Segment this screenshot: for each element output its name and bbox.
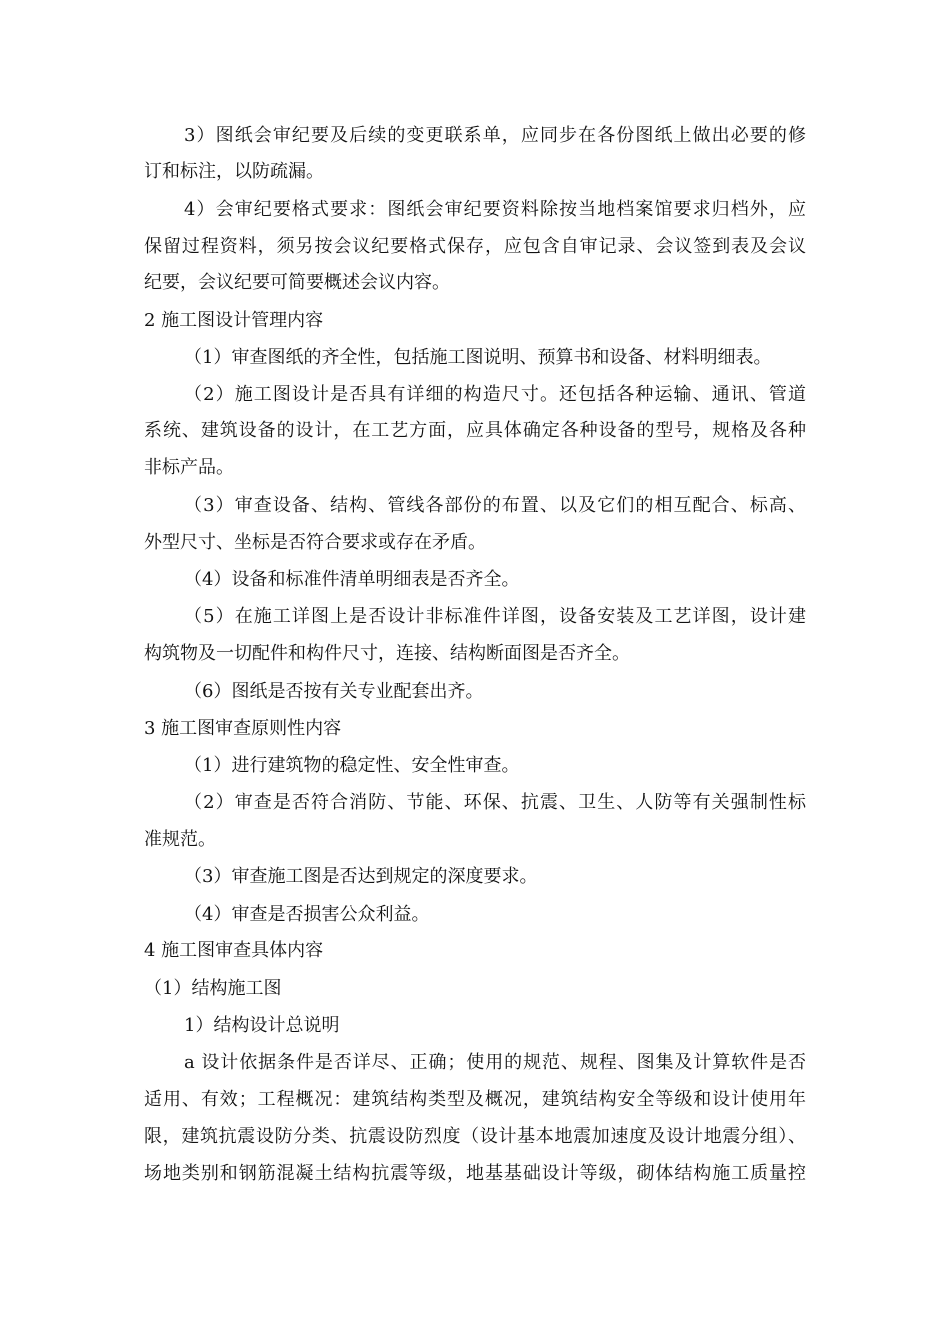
text-line [0, 862, 950, 892]
text-line [0, 343, 950, 373]
line-text: 2 施工图设计管理内容 [144, 310, 324, 331]
text-line [0, 602, 950, 632]
line-text: （1）结构施工图 [144, 978, 282, 999]
text-line [0, 1159, 950, 1189]
line-text: （5）在施工详图上是否设计非标准件详图，设备安装及工艺详图，设计建 [184, 606, 806, 627]
line-text: （3）审查施工图是否达到规定的深度要求。 [184, 866, 538, 887]
line-text: （6）图纸是否按有关专业配套出齐。 [184, 681, 484, 702]
text-line [0, 157, 950, 187]
text-line [0, 639, 950, 669]
line-text: （2）审查是否符合消防、节能、环保、抗震、卫生、人防等有关强制性标 [184, 792, 806, 813]
line-text: （3）审查设备、结构、管线各部份的布置、以及它们的相互配合、标高、 [184, 495, 806, 516]
text-line [0, 751, 950, 781]
text-line [0, 677, 950, 707]
text-line [0, 121, 950, 151]
text-line [0, 825, 950, 855]
line-text: 4 施工图审查具体内容 [144, 940, 324, 961]
text-line [0, 1085, 950, 1115]
text-line [0, 900, 950, 930]
text-line [0, 1122, 950, 1152]
line-text: 构筑物及一切配件和构件尺寸，连接、结构断面图是否齐全。 [144, 643, 630, 664]
text-line [0, 528, 950, 558]
text-line [0, 416, 950, 446]
line-text: （4）审查是否损害公众利益。 [184, 904, 430, 925]
line-text: 准规范。 [144, 829, 216, 850]
sub-heading [0, 1011, 950, 1041]
line-text: 纪要，会议纪要可简要概述会议内容。 [144, 272, 450, 293]
line-text: 场地类别和钢筋混凝土结构抗震等级，地基基础设计等级，砌体结构施工质量控 [144, 1163, 806, 1184]
line-text: 适用、有效；工程概况：建筑结构类型及概况，建筑结构安全等级和设计使用年 [144, 1089, 806, 1110]
line-text: （1）进行建筑物的稳定性、安全性审查。 [184, 755, 520, 776]
section-heading [0, 714, 950, 744]
line-text: 订和标注，以防疏漏。 [144, 161, 324, 182]
text-line [0, 195, 950, 225]
line-text: 保留过程资料，须另按会议纪要格式保存，应包含自审记录、会议签到表及会议 [144, 236, 806, 257]
line-text: 4）会审纪要格式要求：图纸会审纪要资料除按当地档案馆要求归档外，应 [184, 199, 806, 220]
sub-heading [0, 974, 950, 1004]
line-text: 非标产品。 [144, 457, 234, 478]
line-text: （4）设备和标准件清单明细表是否齐全。 [184, 569, 520, 590]
text-line [0, 491, 950, 521]
section-heading [0, 306, 950, 336]
line-text: 3）图纸会审纪要及后续的变更联系单，应同步在各份图纸上做出必要的修 [184, 125, 806, 146]
text-line [0, 788, 950, 818]
text-line [0, 565, 950, 595]
line-text: （2）施工图设计是否具有详细的构造尺寸。还包括各种运输、通讯、管道 [184, 384, 806, 405]
line-text: 系统、建筑设备的设计，在工艺方面，应具体确定各种设备的型号，规格及各种 [144, 420, 806, 441]
line-text: 外型尺寸、坐标是否符合要求或存在矛盾。 [144, 532, 486, 553]
section-heading [0, 936, 950, 966]
line-text: 3 施工图审查原则性内容 [144, 718, 342, 739]
text-line [0, 1048, 950, 1078]
line-text: 1）结构设计总说明 [184, 1015, 340, 1036]
line-text: （1）审查图纸的齐全性，包括施工图说明、预算书和设备、材料明细表。 [184, 347, 772, 368]
text-line [0, 453, 950, 483]
line-text: a 设计依据条件是否详尽、正确；使用的规范、规程、图集及计算软件是否 [184, 1052, 806, 1073]
line-text: 限，建筑抗震设防分类、抗震设防烈度（设计基本地震加速度及设计地震分组）、 [144, 1126, 806, 1147]
text-line [0, 268, 950, 298]
text-line [0, 380, 950, 410]
text-line [0, 232, 950, 262]
